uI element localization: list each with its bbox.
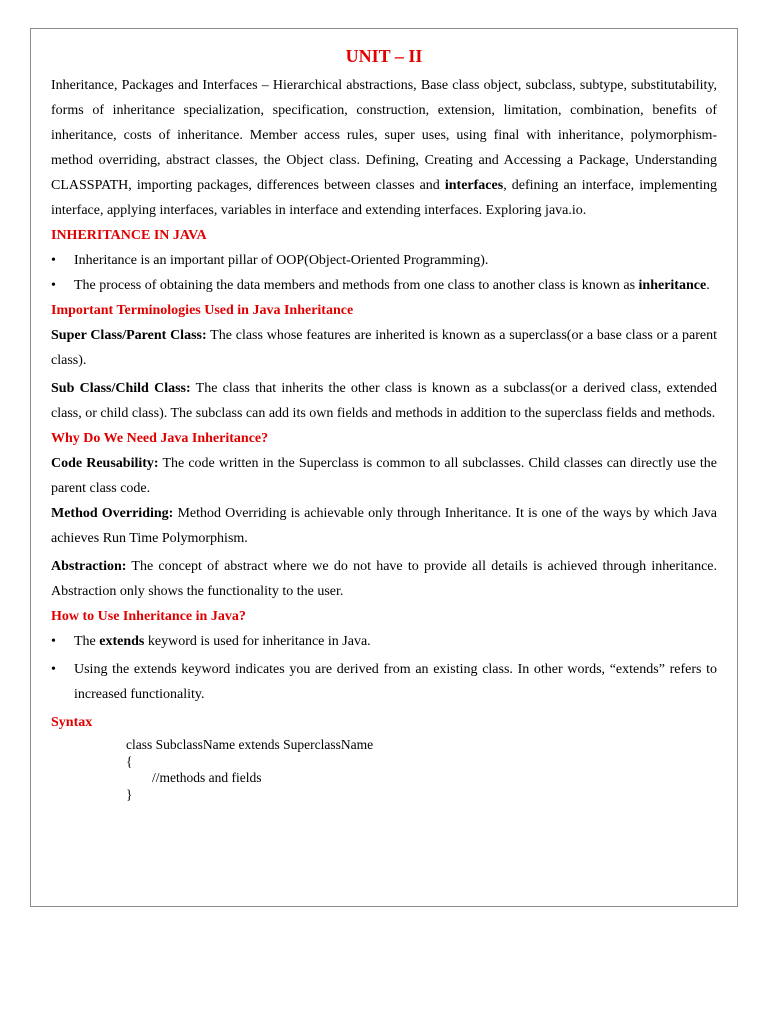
inheritance-bullet-list: [51, 248, 717, 298]
bullet-text: Inheritance is an important pillar of OOP(Object-Oriented Programming).: [74, 253, 489, 268]
abstraction-paragraph: [51, 554, 717, 604]
list-item: [51, 248, 717, 273]
bullet-tail-text: .: [706, 278, 710, 293]
document-content: [51, 41, 717, 803]
section-heading-syntax: Syntax: [51, 715, 93, 730]
code-reusability-text: The code written in the Superclass is common to all subclasses. Child classes can directly use the parent class code.: [51, 456, 718, 496]
bullet-text: The process of obtaining the data members and methods from one class to another class is known as: [74, 278, 639, 293]
code-line: }: [126, 786, 133, 802]
sub-class-term: Sub Class/Child Class:: [51, 381, 191, 396]
how-to-use-bullet-list: [51, 629, 717, 707]
intro-paragraph: [51, 73, 717, 223]
list-item: [51, 273, 717, 298]
intro-tail-text: , defining an interface, implementing interface, applying interfaces, variables in interface and extending interfaces. Exploring java.io.: [51, 178, 718, 218]
bullet-bold-term: inheritance: [638, 278, 707, 293]
super-class-paragraph: [51, 323, 717, 373]
super-class-text: The class whose features are inherited is known as a superclass(or a base class or a parent class).: [51, 328, 718, 368]
sub-class-text: The class that inherits the other class is known as a subclass(or a derived class, extended class, or child class). The subclass can add its own fields and methods in addition to the superclass fields and methods.: [51, 381, 718, 421]
code-reusability-term: Code Reusability:: [51, 456, 159, 471]
method-overriding-term: Method Overriding:: [51, 506, 174, 521]
method-overriding-text: Method Overriding is achievable only through Inheritance. It is one of the ways by which Java achieves Run Time Polymorphism.: [51, 506, 717, 546]
section-heading-how-to-use: How to Use Inheritance in Java?: [51, 609, 246, 624]
code-line: class SubclassName extends SuperclassName: [126, 737, 374, 752]
bullet-text: The: [74, 634, 100, 649]
method-overriding-paragraph: [51, 501, 717, 551]
section-heading-inheritance: INHERITANCE IN JAVA: [51, 228, 207, 243]
document-page: [30, 28, 738, 907]
bullet-tail-text: keyword is used for inheritance in Java.: [144, 634, 371, 649]
super-class-term: Super Class/Parent Class:: [51, 328, 207, 343]
page-title: UNIT – II: [345, 46, 423, 66]
intro-bold-term: interfaces: [444, 178, 504, 193]
code-line: //methods and fields: [152, 770, 262, 785]
abstraction-term: Abstraction:: [51, 559, 127, 574]
list-item: [51, 657, 717, 707]
bullet-text: Using the extends keyword indicates you are derived from an existing class. In other words, “extends” refers to increased functionality.: [74, 662, 717, 702]
syntax-code-block: [51, 737, 717, 803]
sub-class-paragraph: [51, 376, 717, 426]
abstraction-text: The concept of abstract where we do not have to provide all details is achieved through inheritance. Abstraction only shows the functionality to the user.: [51, 559, 717, 599]
section-heading-why-inheritance: Why Do We Need Java Inheritance?: [51, 431, 269, 446]
bullet-bold-term: extends: [99, 634, 145, 649]
list-item: [51, 629, 717, 654]
intro-text: Inheritance, Packages and Interfaces – Hierarchical abstractions, Base class object, subclass, subtype, substitutability, forms of inheritance specialization, specification, construction, extension, limitation, combination, benefits of inheritance, costs of inheritance. Member access rules, super uses, using final with inheritance, polymorphism- method overriding, abstract classes, the Object class. Defining, Creating and Accessing a Package, Understanding CLASSPATH, importing packages, differences between classes and: [51, 78, 717, 193]
code-line: {: [126, 753, 133, 769]
section-heading-terminologies: Important Terminologies Used in Java Inheritance: [51, 303, 354, 318]
code-reusability-paragraph: [51, 451, 717, 501]
